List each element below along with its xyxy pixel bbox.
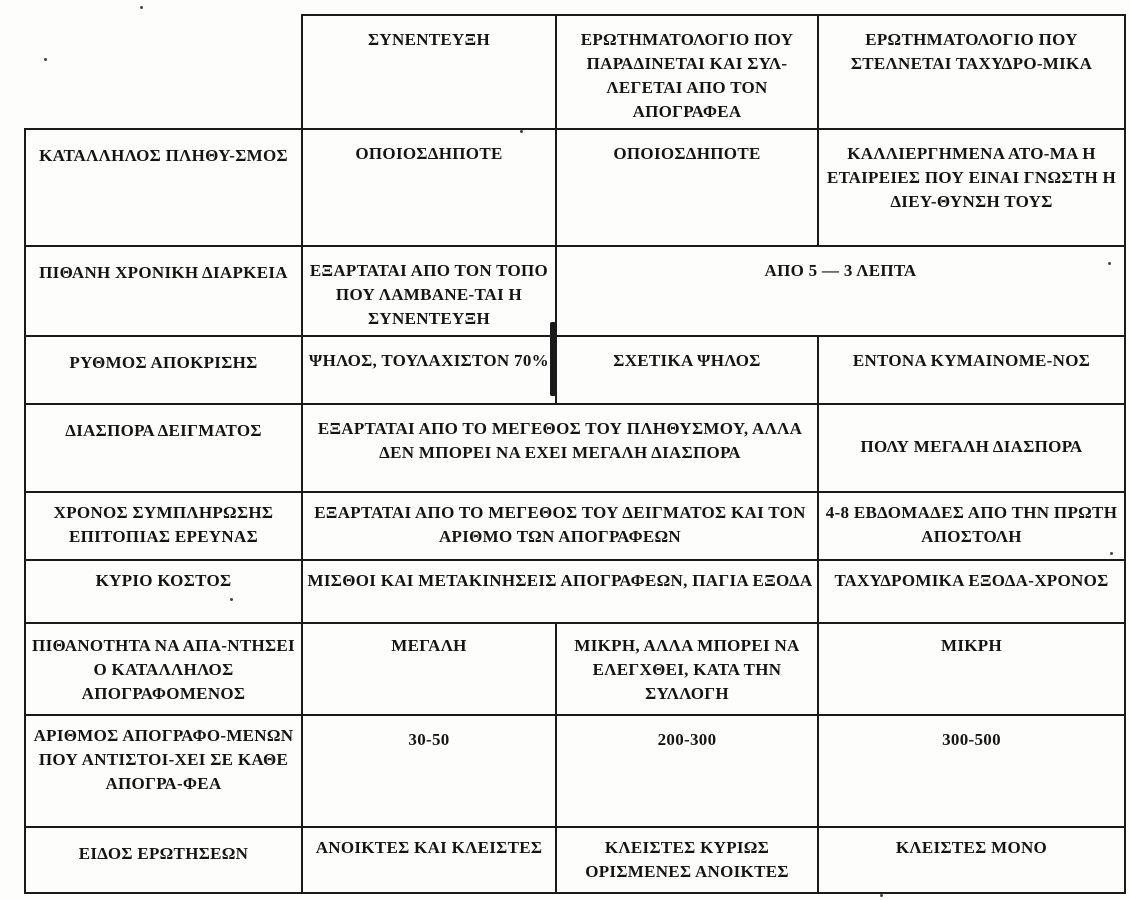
- table-cell: ΠΟΛΥ ΜΕΓΑΛΗ ΔΙΑΣΠΟΡΑ: [818, 404, 1125, 492]
- table-cell-merged: ΑΠΟ 5 — 3 ΛΕΠΤΑ: [556, 246, 1125, 336]
- table-cell: 300-500: [818, 715, 1125, 827]
- table-cell: 4-8 ΕΒΔΟΜΑΔΕΣ ΑΠΟ ΤΗΝ ΠΡΩΤΗ ΑΠΟΣΤΟΛΗ: [818, 492, 1125, 560]
- table-row: [25, 404, 1125, 492]
- column-header-delivered-questionnaire: ΕΡΩΤΗΜΑΤΟΛΟΓΙΟ ΠΟΥ ΠΑΡΑΔΙΝΕΤΑΙ ΚΑΙ ΣΥΛ-ΛΕΓΕΤΑΙ ΑΠΟ ΤΟΝ ΑΠΟΓΡΑΦΕΑ: [556, 15, 818, 129]
- table-row: [25, 129, 1125, 246]
- column-header-interview: ΣΥΝΕΝΤΕΥΞΗ: [302, 15, 556, 129]
- comparison-table: [24, 14, 1126, 894]
- scan-speck: [880, 894, 883, 897]
- table-cell: 200-300: [556, 715, 818, 827]
- table-cell: ΜΕΓΑΛΗ: [302, 623, 556, 715]
- row-label: ΧΡΟΝΟΣ ΣΥΜΠΛΗΡΩΣΗΣ ΕΠΙΤΟΠΙΑΣ ΕΡΕΥΝΑΣ: [25, 492, 302, 560]
- table-row: [25, 560, 1125, 623]
- table-cell: ΚΛΕΙΣΤΕΣ ΜΟΝΟ: [818, 827, 1125, 893]
- table-row: [25, 336, 1125, 404]
- table-cell: ΣΧΕΤΙΚΑ ΨΗΛΟΣ: [556, 336, 818, 404]
- column-header-mailed-questionnaire: ΕΡΩΤΗΜΑΤΟΛΟΓΙΟ ΠΟΥ ΣΤΕΛΝΕΤΑΙ ΤΑΧΥΔΡΟ-ΜΙΚΑ: [818, 15, 1125, 129]
- table-row: [25, 492, 1125, 560]
- row-label: ΠΙΘΑΝΗ ΧΡΟΝΙΚΗ ΔΙΑΡΚΕΙΑ: [25, 246, 302, 336]
- table-cell-merged: ΕΞΑΡΤΑΤΑΙ ΑΠΟ ΤΟ ΜΕΓΕΘΟΣ ΤΟΥ ΠΛΗΘΥΣΜΟΥ, ΑΛΛΑ ΔΕΝ ΜΠΟΡΕΙ ΝΑ ΕΧΕΙ ΜΕΓΑΛΗ ΔΙΑΣΠΟΡΑ: [302, 404, 818, 492]
- corner-cell: [25, 15, 302, 129]
- table-cell: ΨΗΛΟΣ, ΤΟΥΛΑΧΙΣΤΟΝ 70%: [302, 336, 556, 404]
- header-row: [25, 15, 1125, 129]
- table-cell: ΚΑΛΛΙΕΡΓΗΜΕΝΑ ΑΤΟ-ΜΑ Η ΕΤΑΙΡΕΙΕΣ ΠΟΥ ΕΙΝΑΙ ΓΝΩΣΤΗ Η ΔΙΕΥ-ΘΥΝΣΗ ΤΟΥΣ: [818, 129, 1125, 246]
- table-cell-merged: ΜΙΣΘΟΙ ΚΑΙ ΜΕΤΑΚΙΝΗΣΕΙΣ ΑΠΟΓΡΑΦΕΩΝ, ΠΑΓΙΑ ΕΞΟΔΑ: [302, 560, 818, 623]
- table-cell: ΤΑΧΥΔΡΟΜΙΚΑ ΕΞΟΔΑ-ΧΡΟΝΟΣ: [818, 560, 1125, 623]
- row-label: ΚΥΡΙΟ ΚΟΣΤΟΣ: [25, 560, 302, 623]
- table-row: [25, 715, 1125, 827]
- scan-speck: [140, 6, 143, 9]
- table-cell: 30-50: [302, 715, 556, 827]
- row-label: ΔΙΑΣΠΟΡΑ ΔΕΙΓΜΑΤΟΣ: [25, 404, 302, 492]
- table-cell: ΟΠΟΙΟΣΔΗΠΟΤΕ: [556, 129, 818, 246]
- row-label: ΚΑΤΑΛΛΗΛΟΣ ΠΛΗΘΥ-ΣΜΟΣ: [25, 129, 302, 246]
- table-cell: ΜΙΚΡΗ: [818, 623, 1125, 715]
- table-row: [25, 246, 1125, 336]
- table-cell: ΟΠΟΙΟΣΔΗΠΟΤΕ: [302, 129, 556, 246]
- table-row: [25, 623, 1125, 715]
- table-cell: ΚΛΕΙΣΤΕΣ ΚΥΡΙΩΣ ΟΡΙΣΜΕΝΕΣ ΑΝΟΙΚΤΕΣ: [556, 827, 818, 893]
- row-label: ΡΥΘΜΟΣ ΑΠΟΚΡΙΣΗΣ: [25, 336, 302, 404]
- row-label: ΠΙΘΑΝΟΤΗΤΑ ΝΑ ΑΠΑ-ΝΤΗΣΕΙ Ο ΚΑΤΑΛΛΗΛΟΣ ΑΠΟΓΡΑΦΟΜΕΝΟΣ: [25, 623, 302, 715]
- row-label: ΑΡΙΘΜΟΣ ΑΠΟΓΡΑΦΟ-ΜΕΝΩΝ ΠΟΥ ΑΝΤΙΣΤΟΙ-ΧΕΙ ΣΕ ΚΑΘΕ ΑΠΟΓΡΑ-ΦΕΑ: [25, 715, 302, 827]
- table-cell: ΑΝΟΙΚΤΕΣ ΚΑΙ ΚΛΕΙΣΤΕΣ: [302, 827, 556, 893]
- table-cell: ΕΞΑΡΤΑΤΑΙ ΑΠΟ ΤΟΝ ΤΟΠΟ ΠΟΥ ΛΑΜΒΑΝΕ-ΤΑΙ Η ΣΥΝΕΝΤΕΥΞΗ: [302, 246, 556, 336]
- table-cell: ΕΝΤΟΝΑ ΚΥΜΑΙΝΟΜΕ-ΝΟΣ: [818, 336, 1125, 404]
- ink-blot: [550, 322, 556, 396]
- table-cell: ΜΙΚΡΗ, ΑΛΛΑ ΜΠΟΡΕΙ ΝΑ ΕΛΕΓΧΘΕΙ, ΚΑΤΑ ΤΗΝ ΣΥΛΛΟΓΗ: [556, 623, 818, 715]
- row-label: ΕΙΔΟΣ ΕΡΩΤΗΣΕΩΝ: [25, 827, 302, 893]
- table-cell-merged: ΕΞΑΡΤΑΤΑΙ ΑΠΟ ΤΟ ΜΕΓΕΘΟΣ ΤΟΥ ΔΕΙΓΜΑΤΟΣ ΚΑΙ ΤΟΝ ΑΡΙΘΜΟ ΤΩΝ ΑΠΟΓΡΑΦΕΩΝ: [302, 492, 818, 560]
- table-row: [25, 827, 1125, 893]
